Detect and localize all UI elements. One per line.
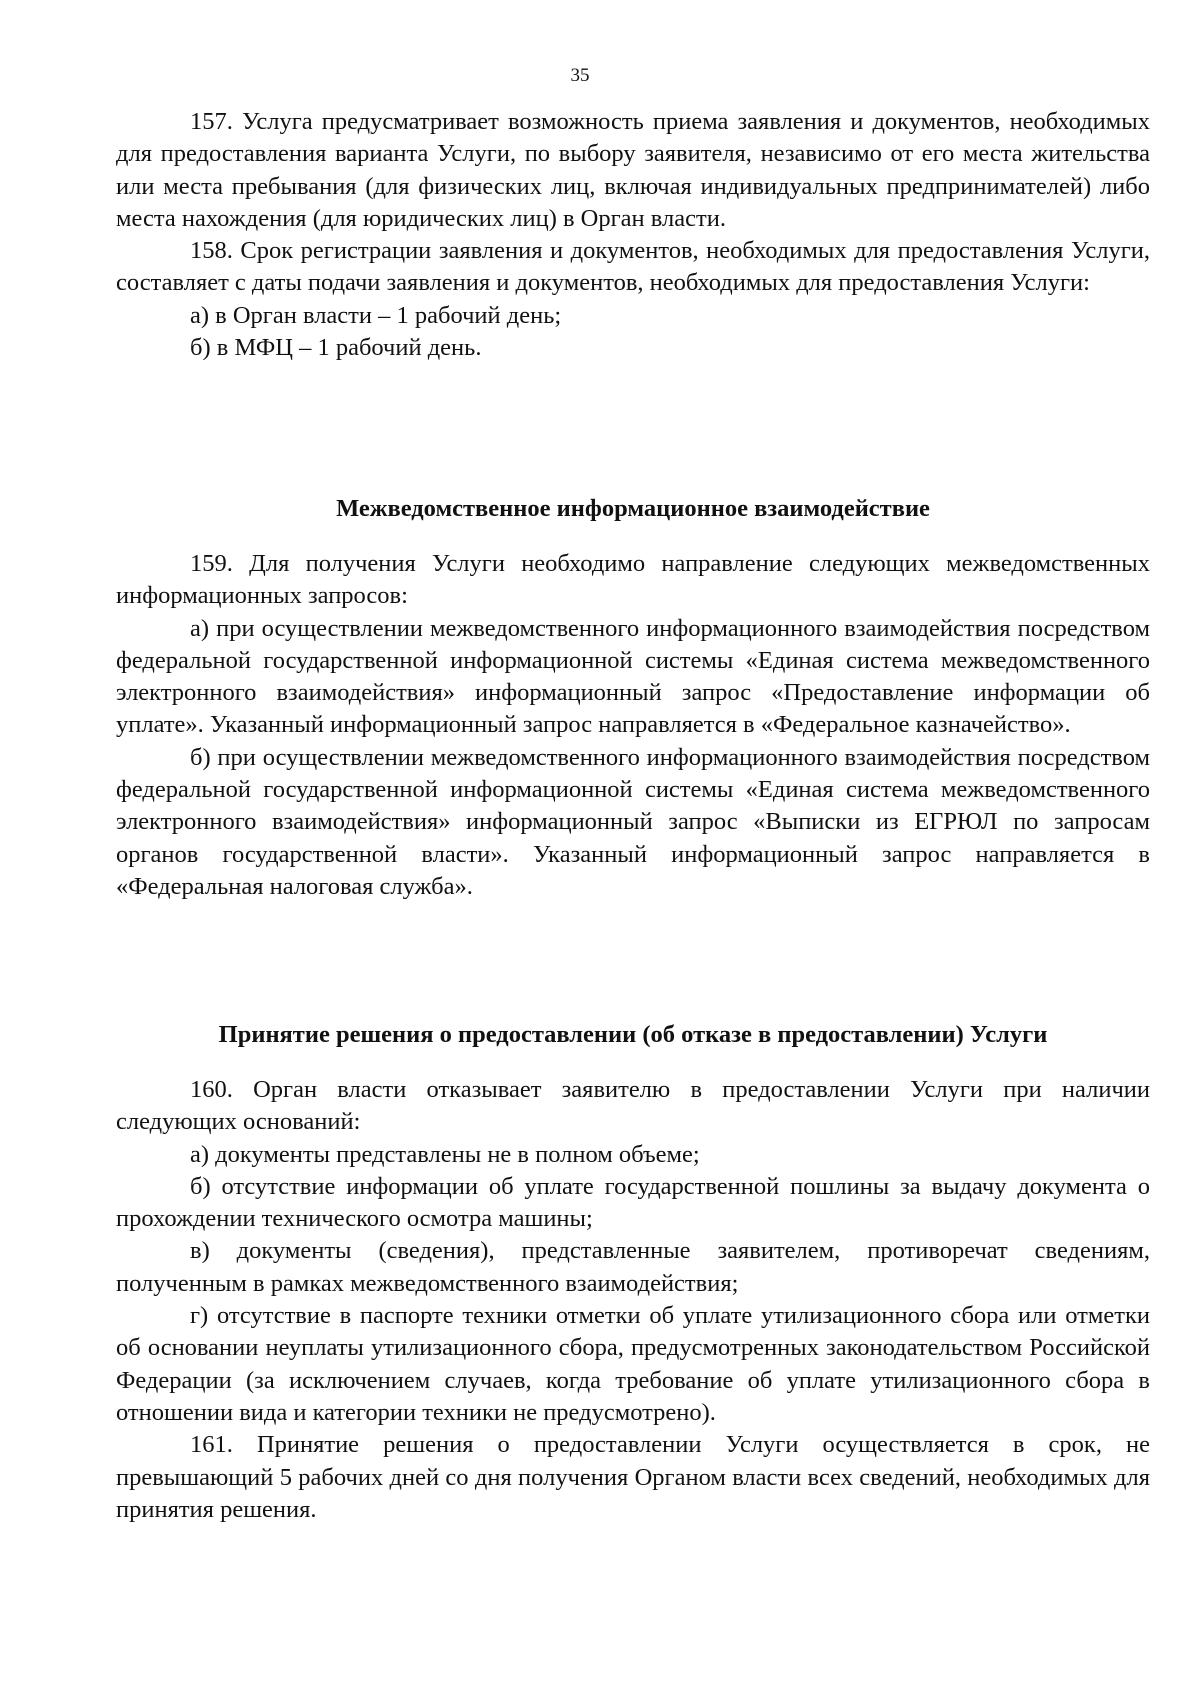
paragraph-160-item-d: г) отсутствие в паспорте техники отметки об уплате утилизационного сбора или отметки об основании неуплаты утилизационного сбора, предусмотренных законодательством Российской Федерации (за исключением случаев, когда требование об уплате утилизационного сбора в отношении вида и категории техники не предусмотрено). (116, 1302, 1150, 1426)
paragraph-159-item-b: б) при осуществлении межведомственного информационного взаимодействия посредством федеральной государственной информационной системы «Единая система межведомственного электронного взаимодействия» информационный запрос «Выписки из ЕГРЮЛ по запросам органов государственной власти». Указанный информационный запрос направляется в «Федеральная налоговая служба». (116, 743, 1150, 900)
section-heading-interagency: Межведомственное информационное взаимодействие (336, 495, 930, 522)
section-heading-decision: Принятие решения о предоставлении (об отказе в предоставлении) Услуги (218, 1021, 1048, 1048)
paragraph-158-item-b: б) в МФЦ – 1 рабочий день. (190, 334, 482, 362)
paragraph-158: 158. Срок регистрации заявления и документов, необходимых для предоставления Услуги, составляет с даты подачи заявления и документов, необходимых для предоставления Услуги: (116, 237, 1150, 297)
paragraph-159-item-a: а) при осуществлении межведомственного информационного взаимодействия посредством федеральной государственной информационной системы «Единая система межведомственного электронного взаимодействия» информационный запрос «Предоставление информации об уплате». Указанный информационный запрос направляется в «Федеральное казначейство». (116, 614, 1150, 739)
section-interagency (116, 548, 1150, 903)
section-registration (116, 106, 1150, 364)
paragraph-160: 160. Орган власти отказывает заявителю в предоставлении Услуги при наличии следующих оснований: (116, 1076, 1150, 1136)
paragraph-159: 159. Для получения Услуги необходимо направление следующих межведомственных информационных запросов: (116, 550, 1150, 610)
paragraph-160-item-c: в) документы (сведения), представленные заявителем, противоречат сведениям, полученным в рамках межведомственного взаимодействия; (116, 1237, 1150, 1297)
section-decision (116, 1074, 1150, 1526)
paragraph-158-item-a: а) в Орган власти – 1 рабочий день; (190, 301, 562, 329)
paragraph-157: 157. Услуга предусматривает возможность приема заявления и документов, необходимых для предоставления варианта Услуги, по выбору заявителя, независимо от его места жительства или места пребывания (для физических лиц, включая индивидуальных предпринимателей) либо места нахождения (для юридических лиц) в Орган власти. (116, 108, 1150, 232)
page-number: 35 (570, 65, 590, 86)
paragraph-161: 161. Принятие решения о предоставлении Услуги осуществляется в срок, не превышающий 5 рабочих дней со дня получения Органом власти всех сведений, необходимых для принятия решения. (116, 1431, 1150, 1523)
paragraph-160-item-a: а) документы представлены не в полном объеме; (190, 1140, 700, 1168)
paragraph-160-item-b: б) отсутствие информации об уплате государственной пошлины за выдачу документа о прохождении технического осмотра машины; (116, 1172, 1150, 1233)
